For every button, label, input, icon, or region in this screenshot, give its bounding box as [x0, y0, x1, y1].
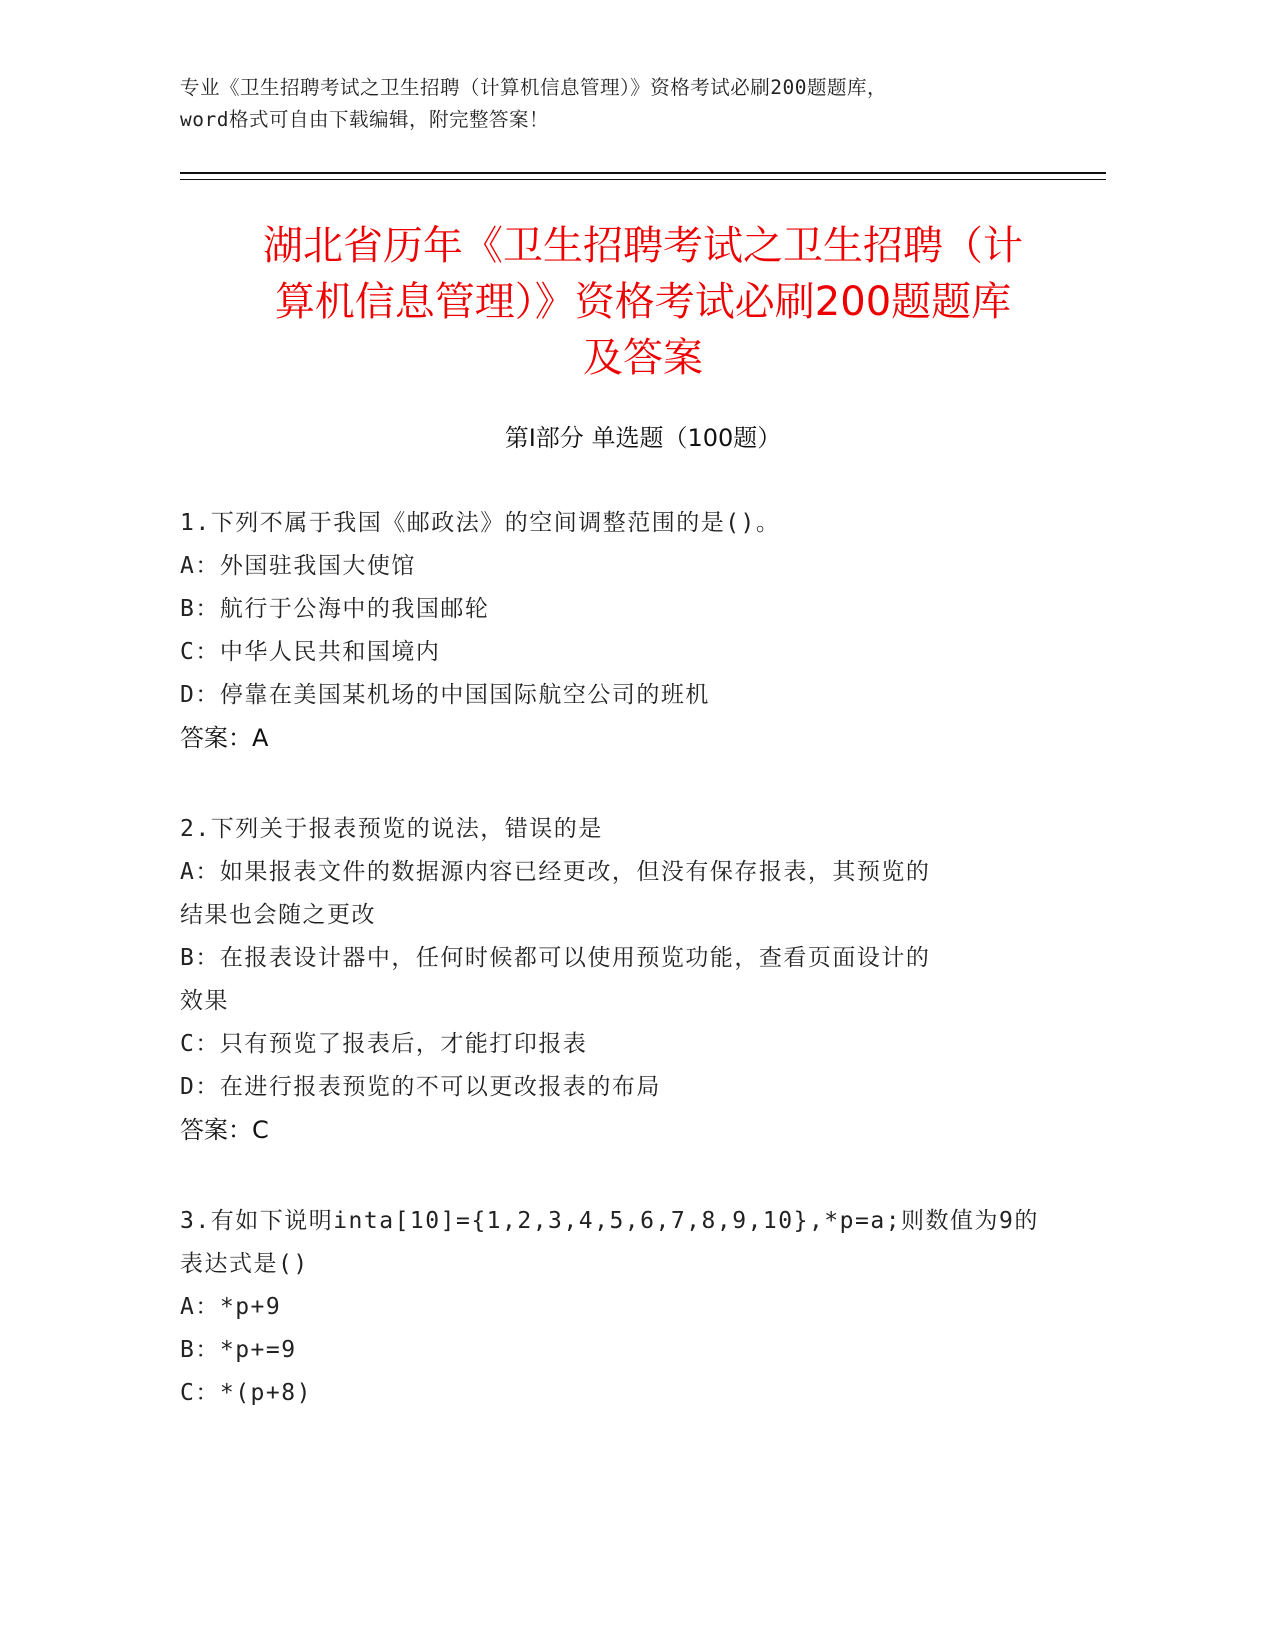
- title-line-1: 湖北省历年《卫生招聘考试之卫生招聘（计: [263, 223, 1023, 269]
- option-c: C：中华人民共和国境内: [180, 639, 441, 665]
- option-b-continued: 效果: [180, 988, 229, 1014]
- answer-label: 答案：C: [180, 1116, 269, 1144]
- header-divider-thick: [180, 172, 1106, 174]
- option-d: D：在进行报表预览的不可以更改报表的布局: [180, 1074, 661, 1100]
- document-title: [180, 218, 1106, 386]
- option-c: C：只有预览了报表后，才能打印报表: [180, 1031, 588, 1057]
- question-3: [180, 1200, 1040, 1415]
- option-a: A：如果报表文件的数据源内容已经更改，但没有保存报表，其预览的: [180, 859, 931, 885]
- question-stem: 1.下列不属于我国《邮政法》的空间调整范围的是()。: [180, 510, 781, 536]
- page-header: [180, 72, 1110, 136]
- section-heading: 第Ⅰ部分 单选题（100题）: [504, 424, 782, 452]
- option-b: B：在报表设计器中，任何时候都可以使用预览功能，查看页面设计的: [180, 945, 931, 971]
- option-a-continued: 结果也会随之更改: [180, 902, 376, 928]
- option-a: A：外国驻我国大使馆: [180, 553, 416, 579]
- question-1: [180, 502, 1040, 760]
- option-d: D：停靠在美国某机场的中国国际航空公司的班机: [180, 682, 710, 708]
- option-a: A：*p+9: [180, 1294, 282, 1320]
- option-b: B：*p+=9: [180, 1337, 297, 1363]
- title-line-3: 及答案: [583, 335, 703, 381]
- header-line-1: 专业《卫生招聘考试之卫生招聘（计算机信息管理）》资格考试必刷200题题库，: [180, 76, 887, 99]
- header-line-2: word格式可自由下载编辑，附完整答案！: [180, 108, 549, 131]
- option-b: B：航行于公海中的我国邮轮: [180, 596, 490, 622]
- answer-label: 答案：A: [180, 724, 269, 752]
- option-c: C：*(p+8): [180, 1380, 312, 1406]
- title-line-2: 算机信息管理）》资格考试必刷200题题库: [274, 279, 1012, 325]
- question-stem-continued: 表达式是(): [180, 1251, 309, 1277]
- header-divider-thin: [180, 179, 1106, 180]
- question-2: [180, 808, 1040, 1152]
- question-stem: 3.有如下说明inta[10]={1,2,3,4,5,6,7,8,9,10},*p=a;则数值为9的: [180, 1208, 1039, 1234]
- question-stem: 2.下列关于报表预览的说法，错误的是: [180, 816, 603, 842]
